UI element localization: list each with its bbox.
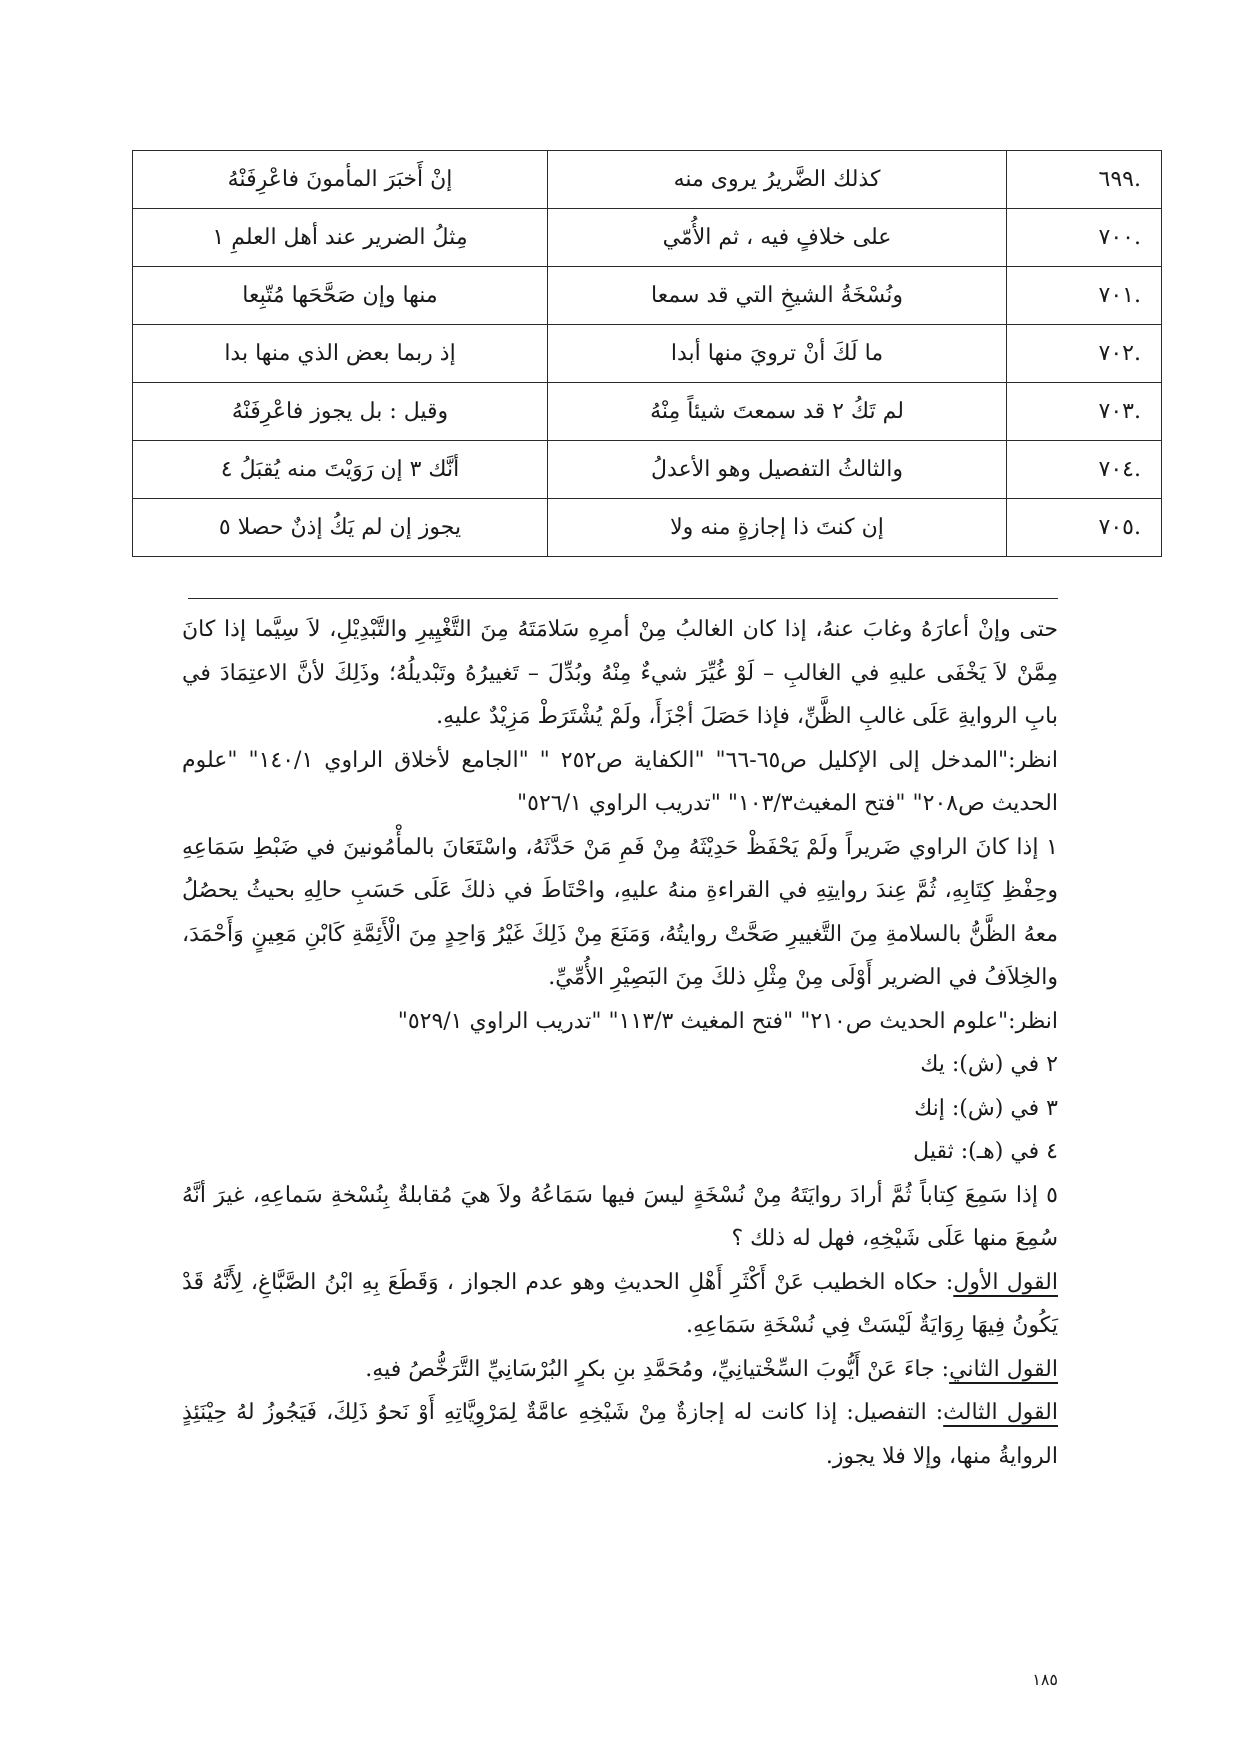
verse-number: .٧٠٠ — [1007, 209, 1162, 267]
verse-number: .٧٠٣ — [1007, 383, 1162, 441]
verse-second-hemistich: منها وإن صَحَّحَها مُتّبِعا — [133, 267, 548, 325]
table-row — [133, 151, 1162, 209]
verse-number: .٧٠٤ — [1007, 441, 1162, 499]
verse-number: .٧٠١ — [1007, 267, 1162, 325]
verse-second-hemistich: أنَّك ٣ إن رَوَيْتَ منه يُقبَلُ ٤ — [133, 441, 548, 499]
verse-second-hemistich: إنْ أَخبَرَ المأمونَ فاعْرِفَنْهُ — [133, 151, 548, 209]
verse-first-hemistich: لم تَكُ ٢ قد سمعتَ شيئاً مِنْهُ — [548, 383, 1007, 441]
table-row — [133, 325, 1162, 383]
footnote-reference: انظر:"المدخل إلى الإكليل ص٦٥-٦٦" "الكفاية ص٢٥٢ " "الجامع لأخلاق الراوي ١٤٠/١" "علوم الحديث ص٢٠٨" "فتح المغيث١٠٣/٣" "تدريب الراوي ٥٢٦/١" — [182, 747, 1058, 816]
verse-first-hemistich: ونُسْخَةُ الشيخِ التي قد سمعا — [548, 267, 1007, 325]
opinion-first-label: القول الأول — [953, 1269, 1058, 1295]
verse-first-hemistich: على خلافٍ فيه ، ثم الأُمّي — [548, 209, 1007, 267]
opinion-first — [182, 1261, 1058, 1348]
footnote-3: ٣ في (ش): إنك — [914, 1095, 1058, 1121]
verse-second-hemistich: مِثلُ الضرير عند أهل العلمِ ١ — [133, 209, 548, 267]
table-row — [133, 441, 1162, 499]
opinion-third-label: القول الثالث — [943, 1400, 1058, 1425]
opinion-third-text: : التفصيل: إذا كانت له إجازةٌ مِنْ شَيْخِهِ عامَّةٌ لِمَرْوِيَّاتِهِ أَوْ نَحوُ ذَلِكَ، فَيَجُوزُ لهُ حِيْنَئِذٍ الروايةُ منها، وإلا فلا يجوز. — [182, 1400, 1058, 1469]
verses-table — [132, 150, 1162, 557]
table-row — [133, 383, 1162, 441]
verse-first-hemistich: والثالثُ التفصيل وهو الأعدلُ — [548, 441, 1007, 499]
footnote-1: ١ إذا كانَ الراوي ضَريراً ولَمْ يَحْفَظْ حَدِيْثَهُ مِنْ فَمِ مَنْ حَدَّثَهُ، واسْتَعَانَ بالمأْمُونينَ في ضَبْطِ سَمَاعِهِ وحِفْظِ كِتَابِهِ، ثُمَّ عِندَ روايتِهِ في القراءةِ منهُ عليهِ، واحْتَاطَ في ذلكَ عَلَى حَسَبِ حالِهِ بحيثُ يحصُلُ معهُ الظَّنُّ بالسلامةِ مِنَ التَّغييرِ صَحَّتْ روايتُهُ، وَمَنَعَ مِنْ ذَلِكَ غَيْرُ وَاحِدٍ مِنَ الْأَئِمَّةِ كَابْنِ مَعِينٍ وَأَحْمَدَ، والخِلاَفُ في الضرير أَوْلَى مِنْ مِثْلِ ذلكَ مِنَ البَصِيْرِ الأُمِّيِّ. — [182, 834, 1058, 990]
table-row — [133, 499, 1162, 557]
verse-second-hemistich: إذ ربما بعض الذي منها بدا — [133, 325, 548, 383]
verse-number: .٦٩٩ — [1007, 151, 1162, 209]
verse-first-hemistich: إن كنتَ ذا إجازةٍ منه ولا — [548, 499, 1007, 557]
footnote-2: ٢ في (ش): يك — [920, 1052, 1058, 1077]
opinion-second — [182, 1348, 1058, 1392]
verse-number: .٧٠٥ — [1007, 499, 1162, 557]
opinion-first-text: : حكاه الخطيب عَنْ أَكْثَرِ أَهْلِ الحديثِ وهو عدم الجواز ، وَقَطَعَ بِهِ ابْنُ الصَّبَّاغِ، لِأَنَّهُ قَدْ يَكُونُ فِيهَا رِوَايَةٌ لَيْسَتْ فِي نُسْخَةِ سَمَاعِهِ. — [182, 1269, 1058, 1338]
footnote-paragraph: حتى وإنْ أعارَهُ وغابَ عنهُ، إذا كان الغالبُ مِنْ أمرِهِ سَلامَتَهُ مِنَ التَّغْيِيرِ والتَّبْدِيْلِ، لاَ سِيَّما إذا كانَ مِمَّنْ لاَ يَخْفَى عليهِ في الغالبِ – لَوْ غُيِّرَ شيءٌ مِنْهُ وبُدِّلَ – تَغييرُهُ وتَبْديلُهُ؛ وذَلِكَ لأنَّ الاعتِمَادَ في بابِ الروايةِ عَلَى غالبِ الظَّنِّ، فإذا حَصَلَ أجْزَأَ، ولَمْ يُشْتَرَطْ مَزِيْدٌ عليهِ. — [182, 617, 1058, 729]
verse-number: .٧٠٢ — [1007, 325, 1162, 383]
verse-second-hemistich: وقيل : بل يجوز فاعْرِفَنْهُ — [133, 383, 548, 441]
footnote-5: ٥ إذا سَمِعَ كِتاباً ثُمَّ أرادَ روايَتَهُ مِنْ نُسْخَةٍ ليسَ فيها سَمَاعُهُ ولاَ هيَ مُقابلةٌ بِنُسْخةِ سَماعِهِ، غيرَ أنَّهُ سُمِعَ منها عَلَى شَيْخِهِ، فهل له ذلك ؟ — [182, 1182, 1058, 1251]
footnotes — [182, 608, 1058, 1478]
table-row — [133, 209, 1162, 267]
page-number: ١٨٥ — [1032, 1670, 1058, 1689]
table-row — [133, 267, 1162, 325]
opinion-third — [182, 1391, 1058, 1478]
opinion-second-text: : جاءَ عَنْ أَيُّوبَ السِّخْتيانِيِّ، ومُحَمَّدِ بنِ بكرٍ البُرْسَانِيِّ التَّرَخُّصُ فيهِ. — [365, 1356, 950, 1382]
footnote-separator — [188, 598, 1058, 599]
footnote-reference: انظر:"علوم الحديث ص٢١٠" "فتح المغيث ١١٣/٣" "تدريب الراوي ٥٢٩/١" — [397, 1008, 1058, 1034]
opinion-second-label: القول الثاني — [949, 1356, 1058, 1382]
footnote-4: ٤ في (هـ): ثقيل — [913, 1139, 1058, 1164]
verse-first-hemistich: ما لَكَ أنْ ترويَ منها أبدا — [548, 325, 1007, 383]
verse-second-hemistich: يجوز إن لم يَكُ إذنٌ حصلا ٥ — [133, 499, 548, 557]
verse-first-hemistich: كذلك الضَّريرُ يروى منه — [548, 151, 1007, 209]
